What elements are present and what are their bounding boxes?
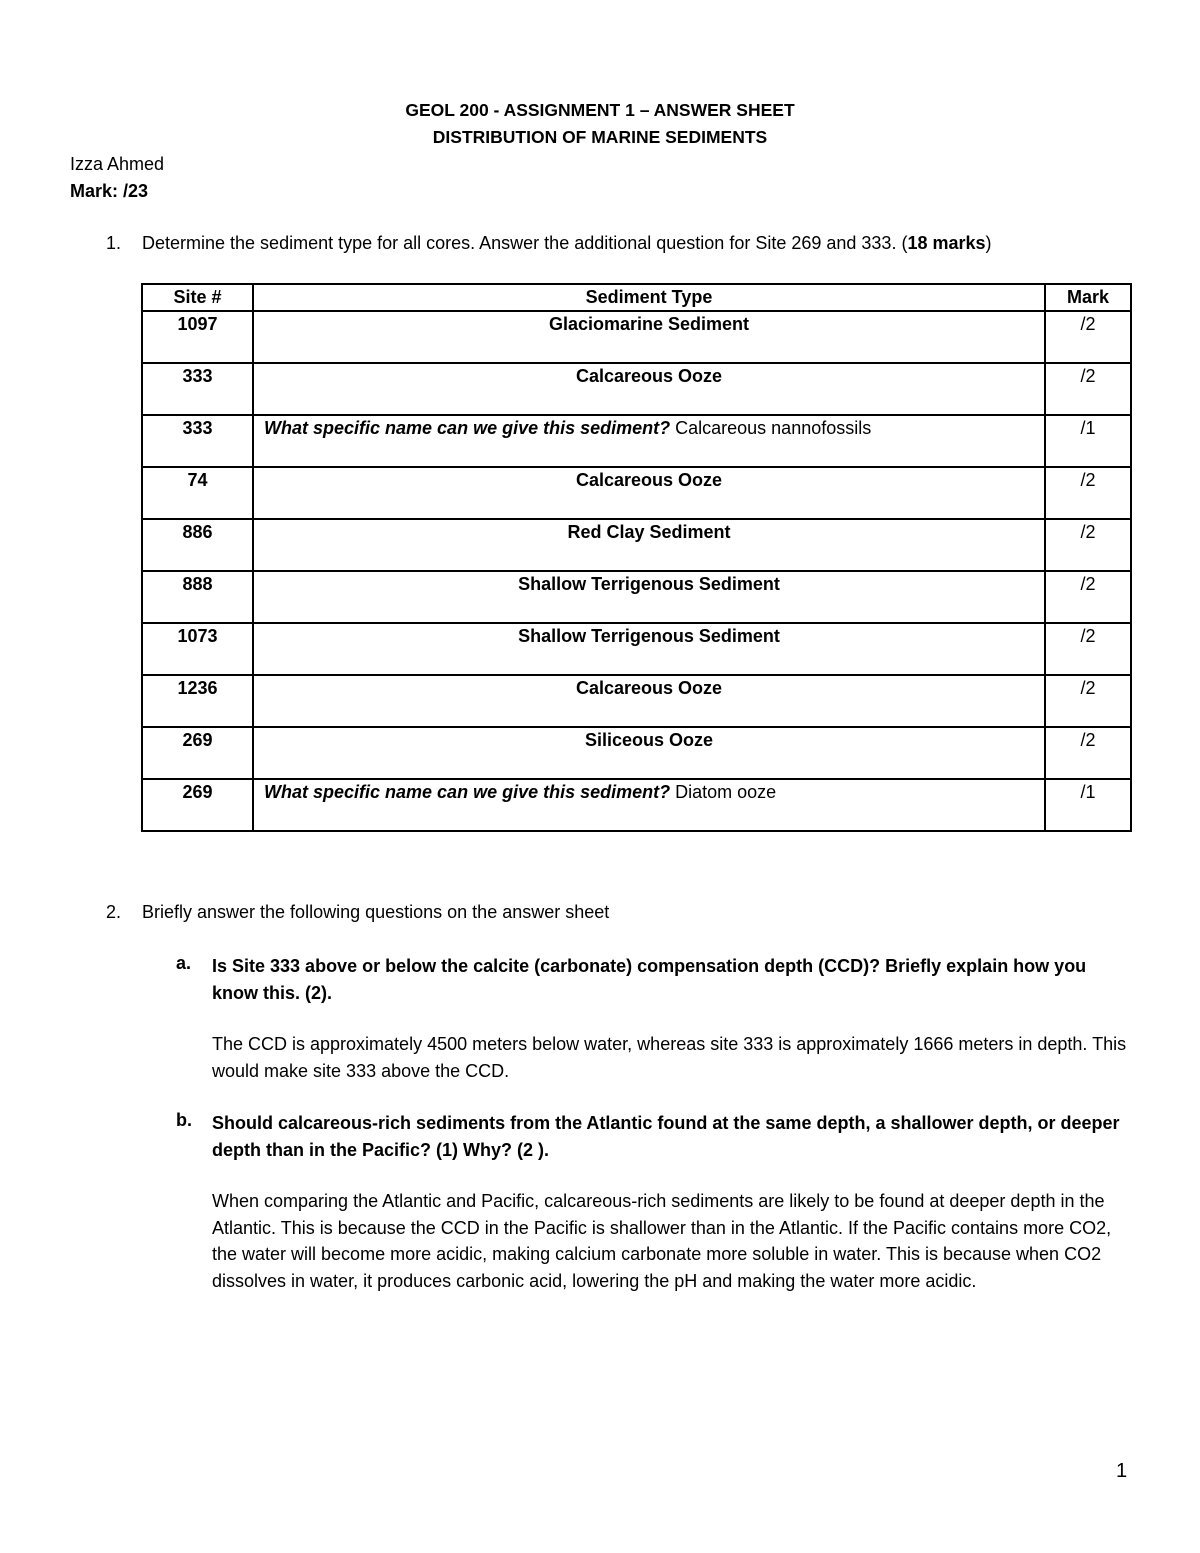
site-cell: 1236 [142,675,253,727]
sediment-type-cell: Glaciomarine Sediment [253,311,1045,363]
site-cell: 74 [142,467,253,519]
specific-name-question: What specific name can we give this sediment? [264,782,671,802]
mark-cell: /2 [1045,519,1131,571]
mark-cell: /2 [1045,675,1131,727]
table-row [142,467,1131,519]
subquestion-a-label: a. [176,953,192,973]
question-1-number: 1. [106,233,122,253]
sediment-type-cell: Calcareous Ooze [253,467,1045,519]
question-1-prompt: Determine the sediment type for all cores. Answer the additional question for Site 269 and 333. ( [142,233,908,253]
mark-cell: /2 [1045,467,1131,519]
site-cell: 333 [142,415,253,467]
table-row [142,727,1131,779]
question-2-text: Briefly answer the following questions on the answer sheet [142,902,610,922]
table-row [142,311,1131,363]
site-cell: 333 [142,363,253,415]
sediment-type-cell: Calcareous Ooze [253,363,1045,415]
subquestion-b-answer: When comparing the Atlantic and Pacific, calcareous-rich sediments are likely to be found at deeper depth in the Atlantic. This is because the CCD in the Pacific is shallower than in the Atlantic. If the Pacific contains more CO2, the water will become more acidic, making calcium carbonate more soluble in water. This is because when CO2 dissolves in water, it produces carbonic acid, lowering the pH and making the water more acidic. [212,1191,1112,1291]
document-title: GEOL 200 - ASSIGNMENT 1 – ANSWER SHEET [405,100,795,120]
site-cell: 886 [142,519,253,571]
document-subtitle: DISTRIBUTION OF MARINE SEDIMENTS [432,127,768,147]
site-cell: 1073 [142,623,253,675]
header-sediment-type: Sediment Type [253,284,1045,311]
site-cell: 269 [142,779,253,831]
student-name: Izza Ahmed [70,154,165,174]
specific-name-question: What specific name can we give this sediment? [264,418,671,438]
subquestion-b-text: Should calcareous-rich sediments from the Atlantic found at the same depth, a shallower depth, or deeper depth than in the Pacific? (1) Why? (2 ). [212,1113,1120,1160]
mark-cell: /2 [1045,571,1131,623]
total-mark: Mark: /23 [70,181,149,201]
table-row [142,415,1131,467]
question-1-text [142,233,992,254]
sediment-type-cell: Shallow Terrigenous Sediment [253,571,1045,623]
site-cell: 269 [142,727,253,779]
sediment-type-cell [253,415,1045,467]
mark-cell: /2 [1045,727,1131,779]
site-cell: 1097 [142,311,253,363]
mark-cell: /2 [1045,363,1131,415]
table-row [142,571,1131,623]
question-1-marks: 18 marks [907,233,986,253]
subquestion-b-label: b. [176,1110,192,1130]
sediment-type-cell: Red Clay Sediment [253,519,1045,571]
sediment-type-cell: Siliceous Ooze [253,727,1045,779]
sediment-table [141,283,1132,832]
table-row [142,623,1131,675]
specific-name-answer: Diatom ooze [670,782,777,802]
page-number: 1 [1116,1460,1128,1482]
mark-cell: /2 [1045,623,1131,675]
sediment-type-cell: Calcareous Ooze [253,675,1045,727]
header-site: Site # [142,284,253,311]
question-1-closing: ) [985,233,992,253]
sediment-type-cell: Shallow Terrigenous Sediment [253,623,1045,675]
mark-cell: /2 [1045,311,1131,363]
table-row [142,519,1131,571]
question-2-number: 2. [106,902,122,922]
table-row [142,363,1131,415]
table-row [142,675,1131,727]
subquestion-a-text: Is Site 333 above or below the calcite (carbonate) compensation depth (CCD)? Briefly explain how you know this. (2). [212,956,1087,1003]
subquestion-a-answer: The CCD is approximately 4500 meters below water, whereas site 333 is approximately 1666 meters in depth. This would make site 333 above the CCD. [212,1034,1127,1081]
sediment-type-cell [253,779,1045,831]
specific-name-answer: Calcareous nannofossils [670,418,872,438]
mark-cell: /1 [1045,415,1131,467]
table-row [142,779,1131,831]
site-cell: 888 [142,571,253,623]
table-header-row [142,284,1131,311]
header-mark: Mark [1045,284,1131,311]
mark-cell: /1 [1045,779,1131,831]
